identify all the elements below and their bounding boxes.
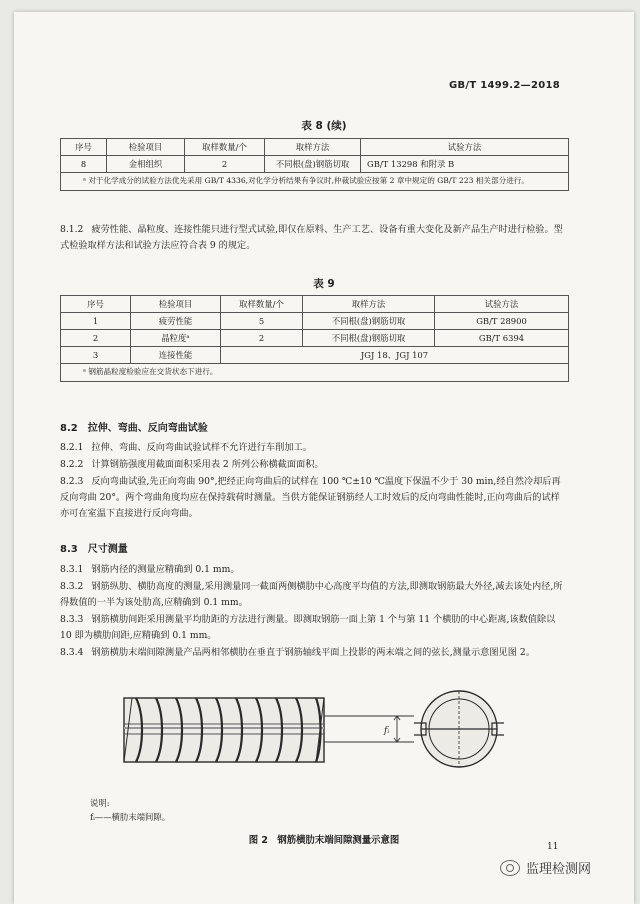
table8-header-row <box>61 139 569 156</box>
paragraph-8-3-1 <box>60 562 568 578</box>
legend-item: fᵢ——横肋末端间隙。 <box>90 812 171 822</box>
table-cell: 8 <box>61 156 107 173</box>
clause-number: 8.3.4 <box>60 647 84 658</box>
table-header-cell: 取样方法 <box>303 296 435 313</box>
clause-number: 8.3.2 <box>60 581 84 592</box>
table9 <box>60 295 569 382</box>
table8-footnote-row <box>61 173 569 191</box>
section-title-text: 拉伸、弯曲、反向弯曲试验 <box>87 423 208 434</box>
section-title-text: 尺寸测量 <box>87 544 128 555</box>
clause-number: 8.2.2 <box>60 459 84 470</box>
table-cell: 不同根(盘)钢筋切取 <box>303 330 435 347</box>
table-header-cell: 序号 <box>61 139 107 156</box>
table-row <box>61 330 569 347</box>
table-cell: 不同根(盘)钢筋切取 <box>265 156 361 173</box>
rebar-cross-section <box>414 691 504 767</box>
paragraph-8-2-2 <box>60 457 568 473</box>
wechat-logo-icon <box>500 860 520 876</box>
section-number: 8.3 <box>60 544 78 555</box>
table-header-cell: 取样方法 <box>265 139 361 156</box>
clause-text: 疲劳性能、晶粒度、连接性能只进行型式试验,即仅在原料、生产工艺、设备有重大变化及新产品生产时进行检验。型式检验取样方法和试验方法应符合表 9 的规定。 <box>60 224 563 251</box>
clause-text: 计算钢筋强度用截面面积采用表 2 所列公称横截面面积。 <box>91 459 324 470</box>
clause-number: 8.3.3 <box>60 614 84 625</box>
paragraph-8-1-2 <box>60 222 568 254</box>
table-header-cell: 检验项目 <box>107 139 185 156</box>
table-header-cell: 检验项目 <box>131 296 221 313</box>
table8 <box>60 138 569 191</box>
table-row <box>61 347 569 364</box>
clause-number: 8.2.3 <box>60 476 84 487</box>
table-cell: 晶粒度ᵃ <box>131 330 221 347</box>
table-cell: GB/T 28900 <box>435 313 569 330</box>
table-cell: 金相组织 <box>107 156 185 173</box>
clause-text: 反向弯曲试验,先正向弯曲 90°,把经正向弯曲后的试样在 100 ℃±10 ℃温度下保温不少于 30 min,经自然冷却后再反向弯曲 20°。两个弯曲角度均应在保持载荷时测量。当供方能保证钢筋经人工时效后的反向弯曲性能时,正向弯曲后的试样亦可在室温下直接进行反向弯曲。 <box>60 476 561 519</box>
standard-code: GB/T 1499.2—2018 <box>448 80 560 91</box>
table-header-cell: 取样数量/个 <box>221 296 303 313</box>
document-page <box>14 12 634 904</box>
table9-footnote: ᵃ 钢筋晶粒度检验应在交货状态下进行。 <box>61 364 569 382</box>
paragraph-8-2-1 <box>60 440 568 456</box>
section-8-3-title <box>60 540 128 555</box>
table-cell: GB/T 6394 <box>435 330 569 347</box>
figure2-drawing <box>114 676 534 788</box>
table-header-cell: 取样数量/个 <box>185 139 265 156</box>
clause-number: 8.3.1 <box>60 564 84 575</box>
table-cell: 1 <box>61 313 131 330</box>
page-number: 11 <box>547 842 559 852</box>
table-header-cell: 试验方法 <box>361 139 569 156</box>
section-number: 8.2 <box>60 423 78 434</box>
watermark <box>500 858 591 877</box>
clause-number: 8.1.2 <box>60 224 84 235</box>
paragraph-8-3-4 <box>60 645 568 661</box>
clause-text: 拉伸、弯曲、反向弯曲试验试样不允许进行车削加工。 <box>91 442 312 453</box>
clause-text: 钢筋横肋末端间隙测量产品两相邻横肋在垂直于钢筋轴线平面上投影的两末端之间的弦长,测量示意图见图 2。 <box>91 647 535 658</box>
table-cell: 2 <box>221 330 303 347</box>
table-cell: 连接性能 <box>131 347 221 364</box>
section-8-2-title <box>60 419 208 434</box>
table8-caption: 表 8 (续) <box>301 120 347 132</box>
table-cell: 不同根(盘)钢筋切取 <box>303 313 435 330</box>
table-header-cell: 序号 <box>61 296 131 313</box>
rebar-side-view <box>124 698 324 762</box>
table-header-cell: 试验方法 <box>435 296 569 313</box>
paragraph-8-3-2 <box>60 579 568 611</box>
fi-symbol: fᵢ <box>384 726 390 736</box>
table-cell: 5 <box>221 313 303 330</box>
table8-footnote: ᵃ 对于化学成分的试验方法优先采用 GB/T 4336,对化学分析结果有争议时,仲裁试验应按第 2 章中规定的 GB/T 223 相关部分进行。 <box>61 173 569 191</box>
figure2-legend <box>90 796 170 824</box>
clause-text: 钢筋纵肋、横肋高度的测量,采用测量同一截面两侧横肋中心高度平均值的方法,即测取钢筋最大外径,减去该处内径,所得数值的一半为该处肋高,应精确到 0.1 mm。 <box>60 581 563 608</box>
dimension-marks <box>324 716 414 742</box>
table-cell: 2 <box>185 156 265 173</box>
table-row <box>61 313 569 330</box>
table-cell: GB/T 13298 和附录 B <box>361 156 569 173</box>
paragraph-8-2-3 <box>60 474 568 522</box>
table9-footnote-row <box>61 364 569 382</box>
legend-title: 说明: <box>90 798 110 808</box>
table-cell: JGJ 18、JGJ 107 <box>221 347 569 364</box>
table-cell: 2 <box>61 330 131 347</box>
table9-header-row <box>61 296 569 313</box>
table-row <box>61 156 569 173</box>
paragraph-8-3-3 <box>60 612 568 644</box>
table-cell: 3 <box>61 347 131 364</box>
figure2-caption: 图 2 钢筋横肋末端间隙测量示意图 <box>248 835 400 846</box>
table-cell: 疲劳性能 <box>131 313 221 330</box>
clause-text: 钢筋内径的测量应精确到 0.1 mm。 <box>91 564 240 575</box>
clause-number: 8.2.1 <box>60 442 84 453</box>
table9-caption: 表 9 <box>313 278 335 290</box>
watermark-text: 监理检测网 <box>526 862 592 877</box>
clause-text: 钢筋横肋间距采用测量平均肋距的方法进行测量。即测取钢筋一面上第 1 个与第 11 个横肋的中心距离,该数值除以 10 即为横肋间距,应精确到 0.1 mm。 <box>60 614 556 641</box>
